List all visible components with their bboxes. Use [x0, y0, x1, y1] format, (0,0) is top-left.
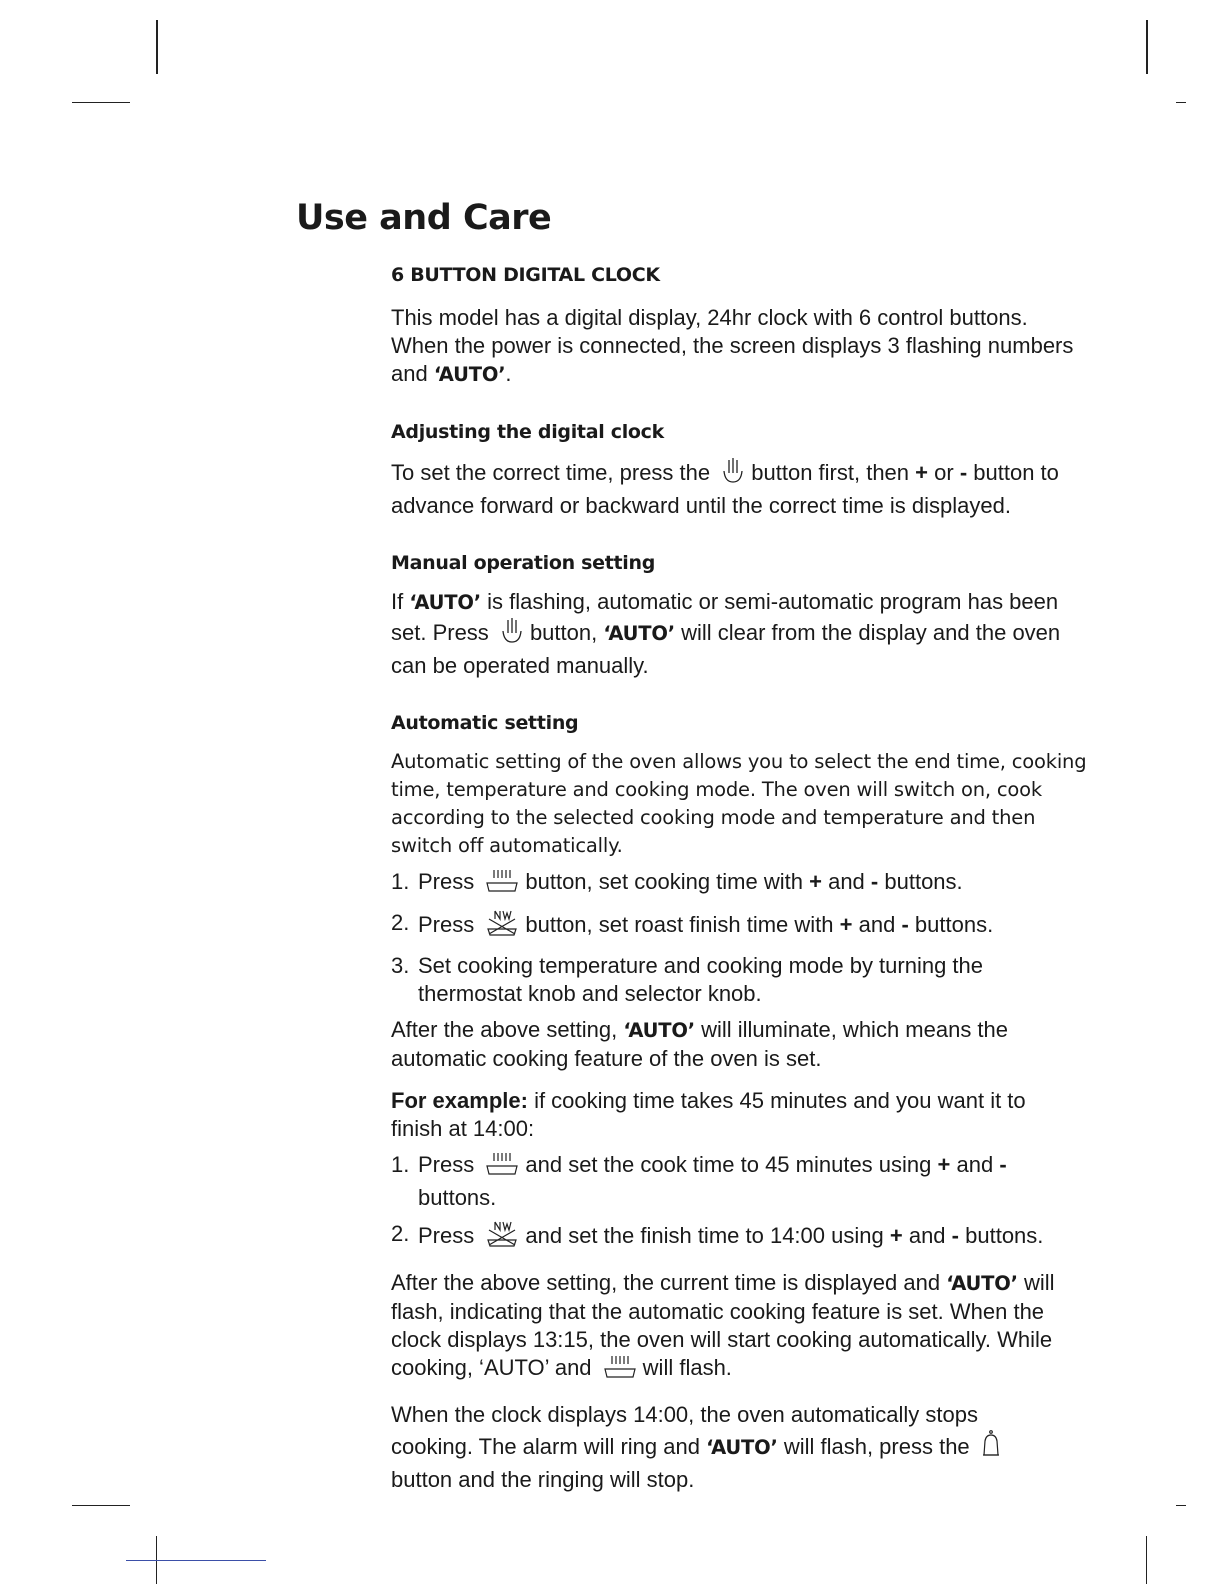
- list-item: 2. Press button, set roast finish time with + and - buttons.: [391, 909, 1111, 944]
- automatic-intro: Automatic setting of the oven allows you to select the end time, cooking time, temperature and cooking mode. The oven will switch on, cook according to the selected cooking mode and temperature and then switch off automatically.: [391, 750, 1087, 857]
- page-title: Use and Care: [296, 198, 552, 238]
- cooking-time-icon: [484, 1151, 520, 1184]
- after-setting-paragraph-2: After the above setting, the current time is displayed and ‘AUTO’ will flash, indicating that the automatic cooking feature is set. When the clock displays 13:15, the oven will start cooking automatically. While cooking, ‘AUTO’ and will flash.: [391, 1269, 1091, 1387]
- after-setting-paragraph: After the above setting, ‘AUTO’ will illuminate, which means the automatic cooking feature of the oven is set.: [391, 1017, 1009, 1071]
- crop-mark: [72, 1505, 130, 1506]
- hand-manual-icon: [720, 457, 746, 492]
- list-item: 2. Press and set the finish time to 14:00 using + and - buttons.: [391, 1220, 1111, 1255]
- crop-mark: [1146, 20, 1148, 74]
- hand-manual-icon: [499, 617, 525, 652]
- end-time-icon: [484, 1220, 520, 1255]
- main-content: [391, 262, 1111, 1494]
- manual-heading: Manual operation setting: [391, 552, 656, 574]
- crop-mark: [72, 102, 130, 103]
- manual-paragraph: If ‘AUTO’ is flashing, automatic or semi-automatic program has been set. Press button, ‘AUTO’ will clear from the display and the oven can be operated manually.: [391, 589, 1061, 678]
- list-item: 1. Press and set the cook time to 45 minutes using + and - buttons.: [391, 1152, 1007, 1210]
- adjusting-heading: Adjusting the digital clock: [391, 421, 664, 443]
- automatic-heading: Automatic setting: [391, 712, 579, 734]
- automatic-steps: [391, 868, 1111, 1008]
- final-paragraph: When the clock displays 14:00, the oven automatically stops cooking. The alarm will ring and ‘AUTO’ will flash, press the button and the ringing will stop.: [391, 1401, 1051, 1494]
- list-item: 3. Set cooking temperature and cooking mode by turning the thermostat knob and selector knob.: [391, 953, 984, 1006]
- example-paragraph: For example: if cooking time takes 45 minutes and you want it to finish at 14:00:: [391, 1088, 1026, 1141]
- bell-icon: [980, 1429, 1002, 1466]
- list-item: 1. Press button, set cooking time with + and - buttons.: [391, 868, 1111, 901]
- cooking-time-icon: [484, 868, 520, 901]
- crop-mark: [1176, 1505, 1186, 1506]
- crop-mark: [126, 1560, 266, 1561]
- adjusting-paragraph: To set the correct time, press the button first, then + or - button to advance forward or backward until the correct time is displayed.: [391, 457, 1091, 520]
- crop-mark: [1146, 1536, 1147, 1584]
- crop-mark: [1176, 102, 1186, 103]
- cooking-time-icon: [602, 1354, 638, 1387]
- intro-paragraph: This model has a digital display, 24hr clock with 6 control buttons. When the power is connected, the screen displays 3 flashing numbers and ‘AUTO’.: [391, 305, 1074, 386]
- crop-mark: [156, 20, 158, 74]
- end-time-icon: [484, 909, 520, 944]
- section-heading: 6 BUTTON DIGITAL CLOCK: [391, 264, 660, 286]
- example-steps: [391, 1151, 1111, 1255]
